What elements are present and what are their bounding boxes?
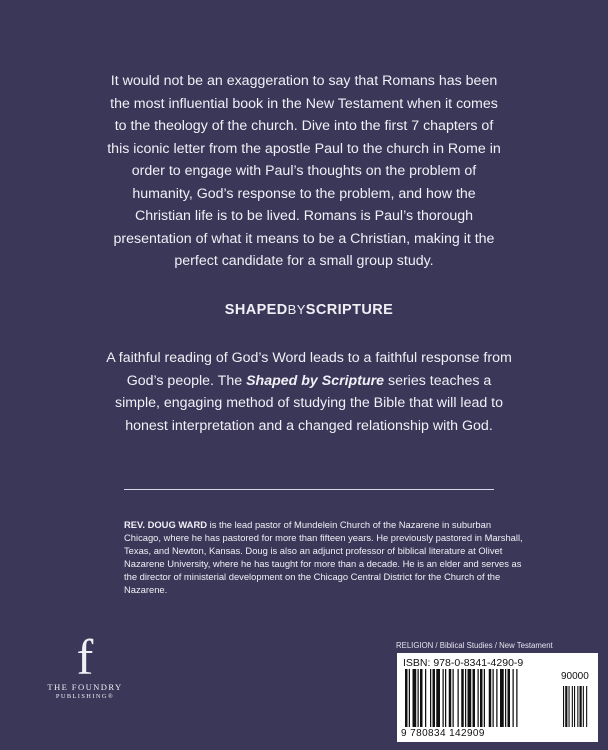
isbn-number: ISBN: 978-0-8341-4290-9 (403, 657, 524, 669)
author-bio-text: is the lead pastor of Mundelein Church of the Nazarene in suburban Chicago, where he has pastored for more than fifteen years. He previously pastored in Marshall, Texas, and Newton, Kansas. Doug is also an adjunct professor of biblical literature at Olivet Nazarene University, where he has taught for more than a decade. He is an elder and serves as the director of ministerial development on the Chicago Central District for the Church of the Nazarene. (124, 519, 523, 595)
series-desc-emphasis: Shaped by Scripture (246, 372, 385, 389)
publisher-logo (40, 632, 130, 700)
barcode-digits: 9 780834 142909 (401, 728, 485, 739)
series-desc-before: A faithful reading of God’s Word leads to a faithful response from God’s people. The (106, 350, 512, 389)
section-divider (124, 489, 494, 490)
series-title-scripture: SCRIPTURE (305, 302, 394, 318)
series-description (104, 347, 514, 437)
series-title (0, 302, 608, 318)
series-desc-after: series teaches a simple, engaging method of studying the Bible that will lead to honest interpretation and a changed relationship with God. (114, 372, 504, 434)
author-bio (124, 518, 524, 596)
back-cover-blurb: It would not be an exaggeration to say that Romans has been the most influential book in the New Testament when it comes to the theology of the church. Dive into the first 7 chapters of this iconic letter from the apostle Paul to the church in Rome in order to engage with Paul’s thoughts on the problem of humanity, God’s response to the problem, and how the Christian life is to be lived. Romans is Paul’s thorough presentation of what it means to be a Christian, making it the perfect candidate for a small group study. (107, 73, 501, 269)
author-name: REV. DOUG WARD (124, 519, 207, 530)
book-category: RELIGION / Biblical Studies / New Testament (396, 641, 553, 650)
foundry-f-icon (65, 632, 105, 678)
series-title-by: BY (287, 302, 306, 317)
publisher-name: THE FOUNDRY (47, 682, 123, 692)
price-code: 90000 (561, 671, 589, 682)
series-title-shaped: SHAPED (224, 302, 288, 318)
publisher-logo-letter: f (76, 632, 94, 678)
isbn-barcode (397, 653, 598, 742)
publisher-sub: PUBLISHING® (55, 693, 115, 700)
